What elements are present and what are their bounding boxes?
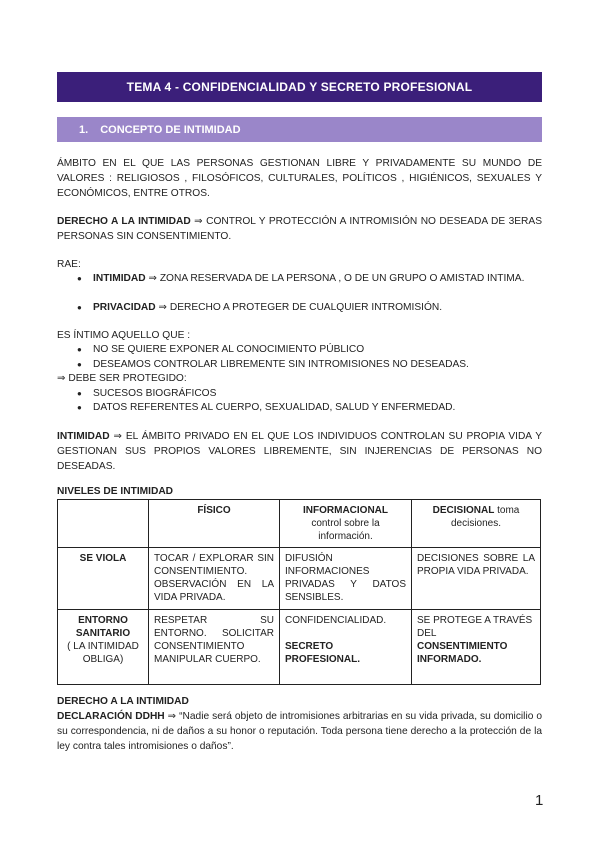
cell-consentimiento-informado: CONSENTIMIENTO INFORMADO. — [417, 641, 508, 665]
quote-ddhh: ⇒ “Nadie será objeto de intromisiones arbitrarias en su vida privada, su domicilio o su correspondencia, ni de daños a su honor o reputación. Toda persona tiene derecho a la protección de la ley contra tales intromisiones o daños”. — [57, 711, 543, 752]
definition-intimidad-ambito: ⇒ EL ÁMBITO PRIVADO EN EL QUE LOS INDIVIDUOS CONTROLAN SU PROPIA VIDA Y GESTIONAN SUS PROPIOS VALORES LIBREMENTE, SIN INJERENCIAS DE PERSONAS NO DESEADAS. — [57, 431, 542, 472]
cell-secreto-profesional: SECRETO PROFESIONAL. — [285, 641, 361, 665]
intimo-item: NO SE QUIERE EXPONER AL CONOCIMIENTO PÚBLICO — [93, 344, 365, 355]
row-head-se-viola: SE VIOLA — [58, 548, 149, 610]
header-informacional-term: INFORMACIONAL — [303, 505, 388, 516]
niveles-table — [57, 499, 541, 685]
bullet-icon: ● — [77, 345, 82, 354]
proteger-item: DATOS REFERENTES AL CUERPO, SEXUALIDAD, SALUD Y ENFERMEDAD. — [93, 402, 456, 413]
cell-fisico: RESPETAR SU ENTORNO. SOLICITAR CONSENTIMIENTO MANIPULAR CUERPO. — [149, 610, 280, 685]
rae-label: RAE: — [57, 259, 81, 270]
cell-informacional — [280, 610, 412, 685]
niveles-title: NIVELES DE INTIMIDAD — [57, 486, 174, 497]
definition-derecho-intimidad: ⇒ CONTROL Y PROTECCIÓN A INTROMISIÓN NO DESEADA DE 3ERAS PERSONAS SIN CONSENTIMIENTO. — [57, 216, 542, 242]
document-title-banner — [57, 72, 542, 102]
header-informacional-desc: control sobre la información. — [311, 518, 380, 542]
cell-decisional: DECISIONES SOBRE LA PROPIA VIDA PRIVADA. — [412, 548, 541, 610]
document-title: TEMA 4 - CONFIDENCIALIDAD Y SECRETO PROFESIONAL — [126, 80, 473, 94]
header-fisico: FÍSICO — [149, 500, 280, 548]
table-row — [58, 610, 541, 685]
term-ddhh: DECLARACIÓN DDHH — [57, 711, 165, 722]
intimo-item: DESEAMOS CONTROLAR LIBREMENTE SIN INTROMISIONES NO DESEADAS. — [93, 359, 469, 370]
header-decisional — [412, 500, 541, 548]
page-number: 1 — [535, 792, 544, 809]
section-number: 1. — [79, 123, 89, 136]
bullet-icon: ● — [77, 403, 82, 412]
paragraph-ddhh — [57, 709, 542, 754]
row-head-entorno-sanitario — [58, 610, 149, 685]
intimo-label: ES ÍNTIMO AQUELLO QUE : — [57, 330, 191, 341]
proteger-item: SUCESOS BIOGRÁFICOS — [93, 388, 217, 399]
proteger-label: ⇒ DEBE SER PROTEGIDO: — [57, 373, 187, 384]
cell-fisico: TOCAR / EXPLORAR SIN CONSENTIMIENTO. OBSERVACIÓN EN LA VIDA PRIVADA. — [149, 548, 280, 610]
rae-item-intimidad — [93, 271, 542, 286]
row-head-entorno-term: ENTORNO SANITARIO — [75, 615, 131, 639]
header-decisional-term: DECISIONAL — [432, 505, 495, 516]
term-intimidad: INTIMIDAD — [93, 273, 146, 284]
paragraph-derecho-intimidad — [57, 214, 542, 244]
paragraph-ambito: ÁMBITO EN EL QUE LAS PERSONAS GESTIONAN LIBRE Y PRIVADAMENTE SU MUNDO DE VALORES : RELIGIOSOS , FILOSÓFICOS, CULTURALES, POLÍTICOS , HIGIÉNICOS, SEXUALES Y ECONÓMICOS, ENTRE OTROS. — [57, 158, 542, 199]
header-informacional — [280, 500, 412, 548]
cell-se-protege: SE PROTEGE A TRAVÉS DEL — [417, 615, 533, 639]
term-derecho-intimidad: DERECHO A LA INTIMIDAD — [57, 216, 191, 227]
table-row — [58, 548, 541, 610]
row-head-entorno-sub: ( LA INTIMIDAD OBLIGA) — [67, 641, 139, 665]
bullet-icon: ● — [77, 360, 82, 369]
bullet-icon: ● — [77, 303, 82, 312]
table-header-row — [58, 500, 541, 548]
term-intimidad-def: INTIMIDAD — [57, 431, 110, 442]
cell-confidencialidad: CONFIDENCIALIDAD. — [285, 615, 387, 626]
cell-informacional: DIFUSIÓN INFORMACIONES PRIVADAS Y DATOS SENSIBLES. — [280, 548, 412, 610]
term-privacidad: PRIVACIDAD — [93, 302, 156, 313]
derecho-title: DERECHO A LA INTIMIDAD — [57, 696, 189, 707]
paragraph-intimidad — [57, 429, 542, 474]
table-corner-cell — [58, 500, 149, 548]
bullet-icon: ● — [77, 389, 82, 398]
definition-intimidad: ⇒ ZONA RESERVADA DE LA PERSONA , O DE UN GRUPO O AMISTAD INTIMA. — [145, 273, 525, 284]
bullet-icon: ● — [77, 274, 82, 283]
section-heading — [57, 117, 542, 142]
section-title: CONCEPTO DE INTIMIDAD — [100, 123, 241, 136]
header-decisional-desc: toma decisiones. — [450, 505, 520, 529]
definition-privacidad: ⇒ DERECHO A PROTEGER DE CUALQUIER INTROMISIÓN. — [155, 302, 443, 313]
rae-item-privacidad — [93, 300, 542, 315]
cell-decisional — [412, 610, 541, 685]
